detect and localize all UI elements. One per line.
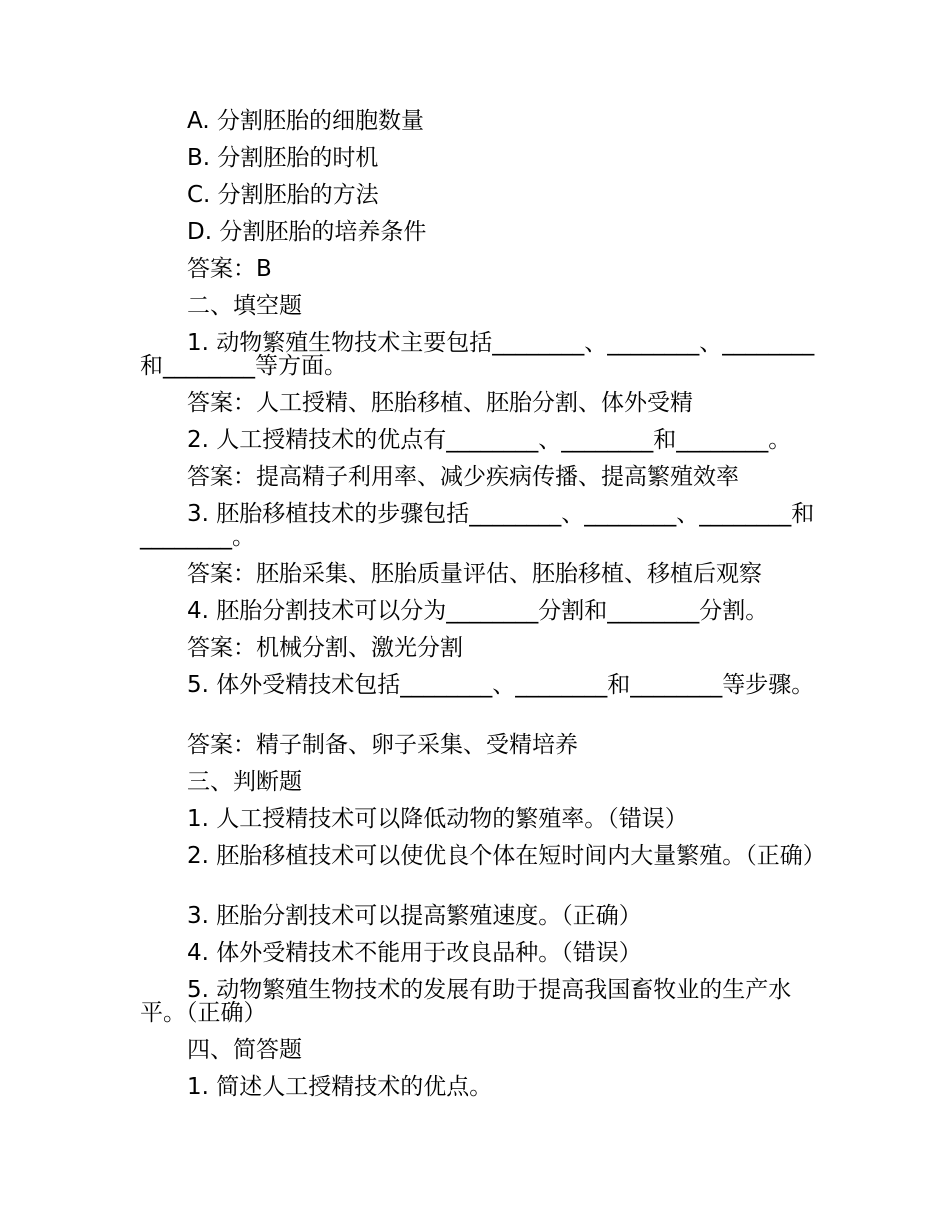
fill-answer-5: 答案：精子制备、卵子采集、受精培养 — [187, 732, 578, 758]
fill-answer-1: 答案：人工授精、胚胎移植、胚胎分割、体外受精 — [187, 390, 693, 416]
fill-answer-4: 答案：机械分割、激光分割 — [187, 635, 463, 661]
option-a: A. 分割胚胎的细胞数量 — [187, 108, 424, 134]
option-c: C. 分割胚胎的方法 — [187, 182, 379, 208]
tf-statement-4: 4. 体外受精技术不能用于改良品种。（错误） — [187, 940, 642, 966]
section-heading-fill-in: 二、填空题 — [187, 293, 302, 319]
section-heading-short-answer: 四、简答题 — [187, 1037, 302, 1063]
fill-answer-3: 答案：胚胎采集、胚胎质量评估、胚胎移植、移植后观察 — [187, 561, 762, 587]
fill-question-2: 2. 人工授精技术的优点有________、________和________。 — [187, 427, 792, 453]
tf-statement-1: 1. 人工授精技术可以降低动物的繁殖率。（错误） — [187, 806, 688, 832]
fill-question-4: 4. 胚胎分割技术可以分为________分割和________分割。 — [187, 598, 769, 624]
tf-statement-3: 3. 胚胎分割技术可以提高繁殖速度。（正确） — [187, 903, 642, 929]
fill-question-5: 5. 体外受精技术包括________、________和________等步骤。 — [187, 672, 815, 698]
fill-question-3: 3. 胚胎移植技术的步骤包括________、________、________和________。 — [140, 501, 815, 550]
fill-answer-2: 答案：提高精子利用率、减少疾病传播、提高繁殖效率 — [187, 464, 739, 490]
tf-statement-2: 2. 胚胎移植技术可以使优良个体在短时间内大量繁殖。（正确） — [187, 843, 826, 869]
fill-question-1: 1. 动物繁殖生物技术主要包括________、________、________和________等方面。 — [140, 330, 815, 379]
option-d: D. 分割胚胎的培养条件 — [187, 219, 427, 245]
tf-statement-5: 5. 动物繁殖生物技术的发展有助于提高我国畜牧业的生产水平。（正确） — [140, 977, 792, 1026]
short-answer-question-1: 1. 简述人工授精技术的优点。 — [187, 1074, 493, 1100]
option-b: B. 分割胚胎的时机 — [187, 145, 379, 171]
answer-choice: 答案：B — [187, 256, 272, 282]
section-heading-true-false: 三、判断题 — [187, 769, 302, 795]
